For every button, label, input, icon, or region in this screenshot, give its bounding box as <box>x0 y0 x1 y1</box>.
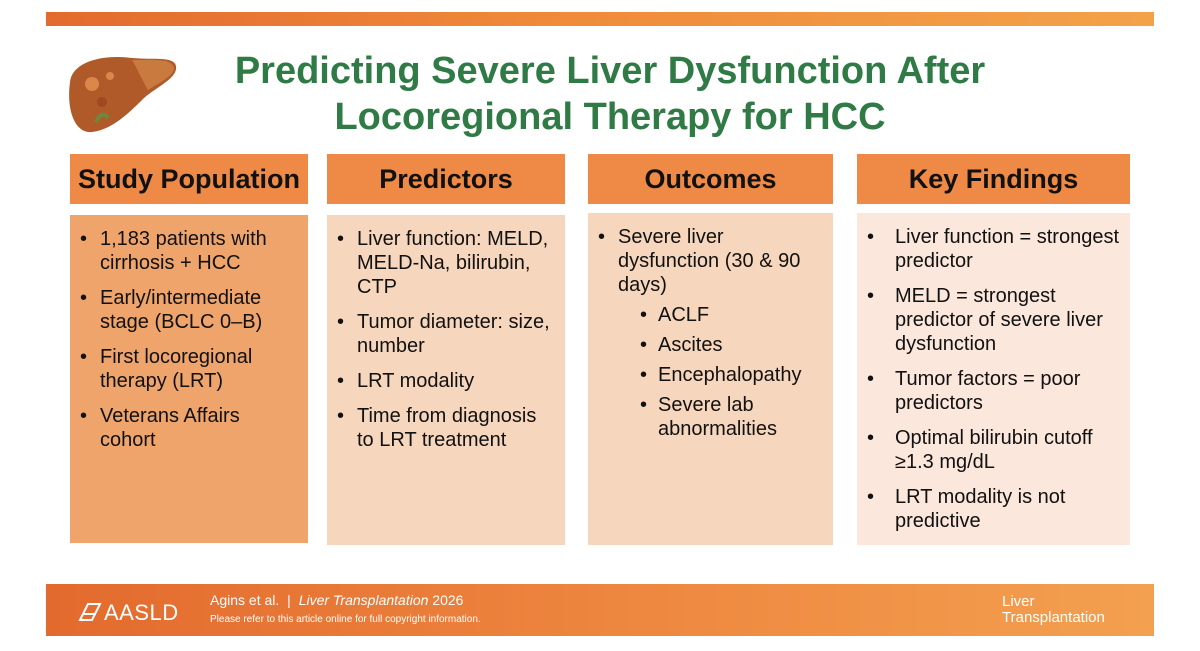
key-findings-box <box>857 213 1130 545</box>
outcome-main-text: Severe liver dysfunction (30 & 90 days) <box>618 226 801 296</box>
list-item <box>596 225 825 441</box>
citation-separator: | <box>287 592 291 608</box>
list-item: • Early/intermediate stage (BCLC 0–B) <box>78 286 300 334</box>
aasld-logo <box>78 598 198 626</box>
citation-authors: Agins et al. <box>210 592 280 608</box>
footer-bar <box>46 584 1154 636</box>
outcomes-box <box>588 213 833 545</box>
aasld-logo-icon <box>78 600 102 624</box>
title-line-2: Locoregional Therapy for HCC <box>334 96 886 138</box>
list-item: • MELD = strongest predictor of severe liver dysfunction <box>865 284 1122 356</box>
journal-logo <box>1002 594 1114 626</box>
list-item: • LRT modality is not predictive <box>865 485 1122 533</box>
list-item: • Time from diagnosis to LRT treatment <box>335 404 557 452</box>
top-accent-bar <box>46 12 1154 26</box>
sub-list-item: • Severe lab abnormalities <box>638 393 825 441</box>
header-outcomes: Outcomes <box>588 154 833 204</box>
list-item: • Optimal bilirubin cutoff ≥1.3 mg/dL <box>865 426 1122 474</box>
study-population-box <box>70 215 308 543</box>
aasld-wordmark: AASLD <box>104 600 179 625</box>
predictors-box <box>327 215 565 545</box>
list-item: • First locoregional therapy (LRT) <box>78 345 300 393</box>
journal-logo-line-1: Liver <box>1002 593 1035 610</box>
list-item: • 1,183 patients with cirrhosis + HCC <box>78 227 300 275</box>
header-predictors: Predictors <box>327 154 565 204</box>
list-item: • Veterans Affairs cohort <box>78 404 300 452</box>
list-item: • Liver function: MELD, MELD-Na, bilirubin, CTP <box>335 227 557 299</box>
header-study-population: Study Population <box>70 154 308 204</box>
citation <box>210 592 463 608</box>
sub-list-item: • Ascites <box>638 333 825 357</box>
journal-logo-line-2: Transplantation <box>1002 609 1105 626</box>
citation-year: 2026 <box>432 592 464 608</box>
list-item: • Tumor factors = poor predictors <box>865 367 1122 415</box>
sub-list-item: • ACLF <box>638 303 825 327</box>
list-item: • Liver function = strongest predictor <box>865 225 1122 273</box>
liver-illustration-icon <box>62 52 180 136</box>
list-item: • Tumor diameter: size, number <box>335 310 557 358</box>
page-title <box>190 48 1030 140</box>
sub-list-item: • Encephalopathy <box>638 363 825 387</box>
header-key-findings: Key Findings <box>857 154 1130 204</box>
citation-journal: Liver Transplantation <box>298 592 429 608</box>
title-line-1: Predicting Severe Liver Dysfunction After <box>234 50 986 92</box>
copyright-note: Please refer to this article online for full copyright information. <box>210 614 481 625</box>
list-item: • LRT modality <box>335 369 557 393</box>
